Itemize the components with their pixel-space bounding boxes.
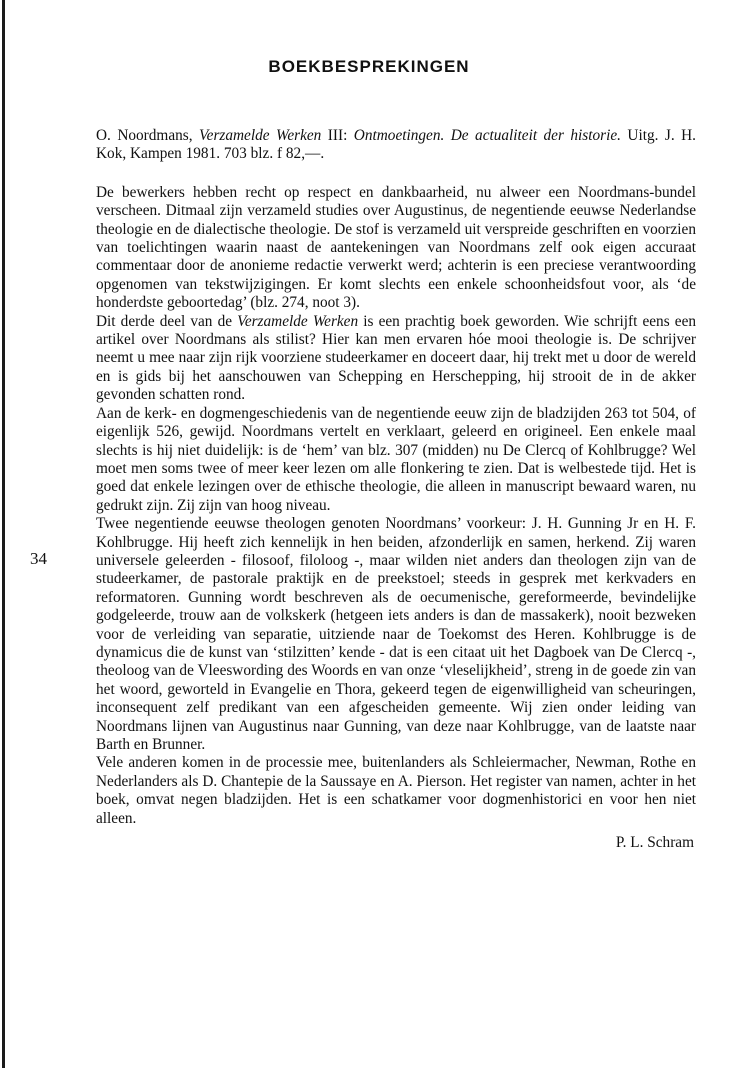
paragraph-2-lead: Dit derde deel van de — [96, 312, 233, 330]
page-number: 34 — [30, 549, 47, 568]
reviewer-signature: P. L. Schram — [615, 834, 694, 852]
left-margin-rule — [2, 0, 5, 1068]
paragraph-1: De bewerkers hebben recht op respect en dankbaarheid, nu alweer een Noordmans-bundel verscheen. Ditmaal zijn verzameld studies over Augustinus, de negentiende eeuwse Nederlandse theologie en de dialectische theologie. De stof is verzameld uit verspreide geschriften en voorzien van toelichtingen waarin naast de aantekeningen van Noordmans zelf ook eigen accuraat commentaar door de anonieme redactie verwerkt werd; achterin is een preciese verantwoording opgenomen van tekstwijzigingen. Er komt slechts een enkele schoonheidsfout voor, als ‘de honderdste geboortedag’ (blz. 274, noot 3). — [96, 183, 696, 312]
citation-title: Verzamelde Werken — [199, 127, 322, 144]
citation-publication: Uitg. J. H. Kok, Kampen 1981. 703 blz. f 82,—. — [96, 127, 697, 163]
paragraph-2-title: Verzamelde Werken — [237, 312, 359, 330]
citation-volume: III: — [327, 127, 348, 144]
paragraph-5: Vele anderen komen in de processie mee, buitenlanders als Schleiermacher, Newman, Rothe en Nederlanders als D. Chantepie de la Saussaye en A. Pierson. Het register van namen, achter in het boek, omvat negen bladzijden. Het is een schatkamer voor dogmenhistorici en voor hen niet alleen. — [96, 754, 696, 827]
book-citation — [96, 127, 696, 164]
paragraph-3: Aan de kerk- en dogmengeschiedenis van de negentiende eeuw zijn de bladzijden 263 tot 504, of eigenlijk 526, gewijd. Noordmans vertelt en verklaart, geleerd en origineel. Een enkele maal slechts is hij niet duidelijk: is de ‘hem’ van blz. 307 (midden) nu De Clercq of Kohlbrugge? Wel moet men soms twee of meer keer lezen om alle flonkering te zien. Dat is welbestede tijd. Het is goed dat enkele lezingen over de ethische theologie, die alleen in manuscript bewaard waren, nu gedrukt zijn. Zij zijn van hoog niveau. — [96, 404, 696, 514]
review-body — [96, 127, 696, 852]
paragraph-4: Twee negentiende eeuwse theologen genoten Noordmans’ voorkeur: J. H. Gunning Jr en H. F. Kohlbrugge. Hij heeft zich kennelijk in hen beiden, afzonderlijk en samen, herkend. Zij waren universele geleerden - filosoof, filoloog -, maar wilden niet anders dan theologen zijn van de studeerkamer, de pastorale praktijk en de preekstoel; steeds in gesprek met kerkvaders en reformatoren. Gunning wordt beschreven als de oecumenische, gereformeerde, bevindelijke godgeleerde, trouw aan de volkskerk (hetgeen iets anders is dan de massakerk), nooit bezweken voor de verleiding van separatie, uitziende naar de Toekomst des Heren. Kohlbrugge is de dynamicus die de kunst van ‘stilzitten’ kende - dat is een citaat uit het Dagboek van De Clercq -, theoloog van de Vleeswording des Woords en van onze ‘vleselijkheid’, streng in de goede zin van het woord, geworteld in Evangelie en Thora, gekeerd tegen de eigenwilligheid van scheuringen, inconsequent zelf predikant van een afgescheiden gemeente. Wij zien onder leiding van Noordmans lijnen van Augustinus naar Gunning, van deze naar Kohlbrugge, van de laatste naar Barth en Brunner. — [96, 515, 696, 753]
citation-author: O. Noordmans, — [96, 127, 193, 144]
citation-subtitle: Ontmoetingen. De actualiteit der historie. — [353, 127, 621, 144]
paragraph-2 — [96, 313, 696, 405]
page-heading: BOEKBESPREKINGEN — [268, 57, 470, 76]
paragraph-2-rest: is een prachtig boek geworden. Wie schrijft eens een artikel over Noordmans als stilist? Hier kan men ervaren hóe mooi theologie is. De schrijver neemt u mee naar zijn rijk voorziene studeerkamer en doceert daar, hij trekt met u door de wereld en is gids bij het aanschouwen van Schepping en Herschepping, hij strooit de in de akker gevonden schatten rond. — [96, 312, 697, 404]
